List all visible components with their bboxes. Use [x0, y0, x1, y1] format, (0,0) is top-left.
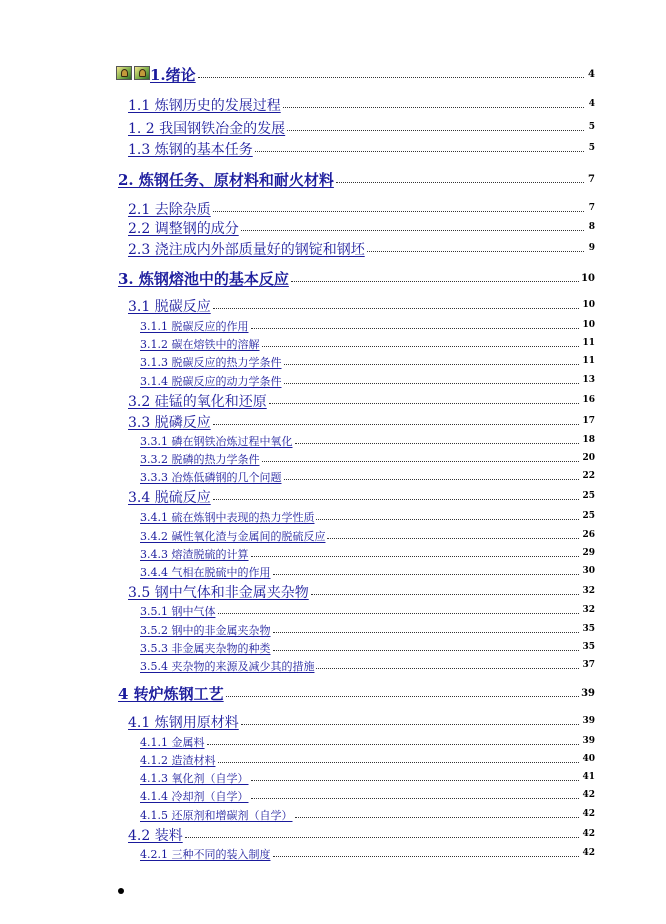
toc-row [0, 218, 666, 238]
toc-row [0, 807, 666, 827]
dot-leader [241, 230, 584, 231]
toc-page-number: 25 [582, 491, 595, 501]
toc-row [0, 509, 666, 529]
toc-row [0, 469, 666, 489]
toc-page-number: 25 [582, 511, 595, 521]
toc-entry-link[interactable]: 4 转炉炼钢工艺 [118, 685, 224, 703]
toc-entry-link[interactable]: 4.1 炼钢用原材料 [128, 715, 239, 731]
toc-entry-link[interactable]: 2.2 调整钢的成分 [128, 221, 239, 237]
toc-row [0, 622, 666, 642]
toc-page-number: 37 [582, 660, 595, 670]
toc-page-number: 11 [582, 356, 595, 366]
dot-leader [273, 632, 580, 633]
toc-entry-link[interactable]: 4.1.1 金属料 [140, 736, 205, 749]
toc-row [0, 199, 666, 219]
toc-entry-link[interactable]: 3.4.3 熔渣脱硫的计算 [140, 548, 249, 561]
toc-entry-link[interactable]: 1.3 炼钢的基本任务 [128, 142, 253, 158]
toc-page-number: 40 [582, 754, 595, 764]
dot-leader [262, 461, 580, 462]
toc-row [0, 354, 666, 374]
bullet-dot [118, 888, 124, 894]
toc-entry-link[interactable]: 3.1.2 碳在熔铁中的溶解 [140, 338, 260, 351]
toc-page-number: 10 [582, 320, 595, 330]
dot-leader [284, 364, 580, 365]
toc-entry-link[interactable]: 3.4.4 气相在脱硫中的作用 [140, 566, 271, 579]
toc-entry-link[interactable]: 3.1.1 脱碳反应的作用 [140, 320, 249, 333]
toc-page-number: 35 [582, 642, 595, 652]
dot-leader [213, 211, 584, 212]
dot-leader [251, 798, 580, 799]
dot-leader [367, 251, 584, 252]
dot-leader [336, 182, 584, 183]
toc-page-number: 17 [582, 416, 595, 426]
toc-page-number: 16 [582, 395, 595, 405]
dot-leader [273, 856, 580, 857]
toc-row [0, 712, 666, 732]
toc-entry-link[interactable]: 1. 2 我国钢铁冶金的发展 [128, 121, 286, 137]
toc-entry-link[interactable]: 1.绪论 [150, 66, 196, 84]
toc-entry-link[interactable]: 3.4.2 碱性氧化渣与金属间的脱硫反应 [140, 530, 326, 543]
dot-leader [185, 837, 579, 838]
toc-page-number: 42 [582, 848, 595, 858]
toc-entry-link[interactable]: 3.4 脱硫反应 [128, 490, 211, 506]
toc-row [0, 268, 666, 288]
toc-entry-link[interactable]: 3.5.1 钢中气体 [140, 605, 216, 618]
toc-row [0, 239, 666, 259]
toc-entry-link[interactable]: 4.1.3 氧化剂（自学） [140, 772, 249, 785]
toc-row [0, 770, 666, 790]
toc-row [0, 788, 666, 808]
dot-leader [207, 744, 580, 745]
toc-entry-link[interactable]: 3.3.3 冶炼低磷钢的几个问题 [140, 471, 282, 484]
dot-leader [251, 328, 580, 329]
dot-leader [198, 77, 584, 78]
dot-leader [255, 151, 584, 152]
dot-leader [273, 574, 580, 575]
toc-entry-link[interactable]: 4.1.5 还原剂和增碳剂（自学） [140, 809, 293, 822]
toc-row [0, 640, 666, 660]
toc-row [0, 64, 666, 84]
dot-leader [213, 424, 579, 425]
toc-page-number: 35 [582, 624, 595, 634]
dot-leader [262, 346, 580, 347]
toc-row [0, 603, 666, 623]
toc-row [0, 391, 666, 411]
toc-row [0, 95, 666, 115]
dot-leader [284, 479, 580, 480]
toc-row [0, 433, 666, 453]
toc-row [0, 118, 666, 138]
toc-entry-link[interactable]: 2.3 浇注成内外部质量好的钢锭和钢坯 [128, 242, 365, 258]
toc-page-number: 42 [582, 829, 595, 839]
toc-row [0, 658, 666, 678]
toc-page-number: 32 [582, 586, 595, 596]
toc-page-number: 39 [582, 716, 595, 726]
toc-page-number: 18 [582, 435, 595, 445]
dot-leader [311, 594, 579, 595]
toc-entry-link[interactable]: 3.5.4 夹杂物的来源及减少其的措施 [140, 660, 315, 673]
dot-leader [251, 780, 580, 781]
toc-entry-link[interactable]: 3.1 脱碳反应 [128, 299, 211, 315]
dot-leader [295, 817, 580, 818]
toc-row [0, 139, 666, 159]
dot-leader [284, 383, 580, 384]
toc-page-number: 22 [582, 471, 595, 481]
toc-page-number: 20 [582, 453, 595, 463]
toc-row [0, 546, 666, 566]
toc-page-number: 4 [588, 69, 595, 80]
toc-page-number: 30 [582, 566, 595, 576]
bookmark-icon[interactable] [134, 66, 150, 80]
dot-leader [295, 443, 580, 444]
toc-entry-link[interactable]: 2. 炼钢任务、原材料和耐火材料 [118, 171, 334, 189]
toc-page-number: 7 [588, 174, 595, 185]
toc-entry-link[interactable]: 2.1 去除杂质 [128, 202, 211, 218]
toc-page-number: 5 [588, 122, 595, 132]
toc-row [0, 752, 666, 772]
toc-page-number: 4 [588, 99, 595, 109]
toc-page-number: 7 [588, 203, 595, 213]
toc-row [0, 169, 666, 189]
bookmark-icon[interactable] [116, 66, 132, 80]
dot-leader [291, 281, 579, 282]
toc-entry-link[interactable]: 4.1.2 造渣材料 [140, 754, 216, 767]
toc-entry-link[interactable]: 4.1.4 冷却剂（自学） [140, 790, 249, 803]
dot-leader [218, 613, 580, 614]
toc-page-number: 39 [581, 688, 595, 699]
dot-leader [241, 724, 579, 725]
dot-leader [316, 668, 579, 669]
dot-leader [327, 538, 579, 539]
toc-row [0, 451, 666, 471]
toc-entry-link[interactable]: 4.2.1 三种不同的装入制度 [140, 848, 271, 861]
toc-entry-link[interactable]: 3.3 脱磷反应 [128, 415, 211, 431]
toc-page-number: 26 [582, 530, 595, 540]
toc-row [0, 683, 666, 703]
dot-leader [213, 499, 579, 500]
dot-leader [269, 403, 579, 404]
toc-entry-link[interactable]: 3.2 硅锰的氧化和还原 [128, 394, 267, 410]
toc-page-number: 32 [582, 605, 595, 615]
toc-row [0, 318, 666, 338]
toc-row [0, 296, 666, 316]
toc-page-number: 11 [582, 338, 595, 348]
toc-page-number: 42 [582, 790, 595, 800]
toc-entry-link[interactable]: 3.1.4 脱碳反应的动力学条件 [140, 375, 282, 388]
toc-row [0, 412, 666, 432]
toc-entry-link[interactable]: 3.3.1 磷在钢铁冶炼过程中氧化 [140, 435, 293, 448]
dot-leader [226, 696, 579, 697]
toc-row [0, 582, 666, 602]
dot-leader [273, 650, 580, 651]
dot-leader [287, 130, 584, 131]
dot-leader [251, 556, 580, 557]
toc-row [0, 336, 666, 356]
toc-row [0, 564, 666, 584]
toc-entry-link[interactable]: 3.4.1 硫在炼钢中表现的热力学性质 [140, 511, 315, 524]
toc-entry-link[interactable]: 3.5.3 非金属夹杂物的种类 [140, 642, 271, 655]
bookmark-icons [116, 66, 150, 80]
toc-page-number: 42 [582, 809, 595, 819]
toc-entry-link[interactable]: 4.2 装料 [128, 828, 183, 844]
toc-row [0, 373, 666, 393]
toc-page-number: 41 [582, 772, 595, 782]
toc-page-number: 9 [588, 243, 595, 253]
toc-row [0, 734, 666, 754]
dot-leader [316, 519, 579, 520]
dot-leader [283, 107, 584, 108]
toc-entry-link[interactable]: 3.5.2 钢中的非金属夹杂物 [140, 624, 271, 637]
toc-entry-link[interactable]: 3.1.3 脱碳反应的热力学条件 [140, 356, 282, 369]
toc-page-number: 39 [582, 736, 595, 746]
toc-page-number: 10 [581, 273, 595, 284]
toc-entry-link[interactable]: 1.1 炼钢历史的发展过程 [128, 98, 281, 114]
toc-row [0, 825, 666, 845]
toc-entry-link[interactable]: 3.3.2 脱磷的热力学条件 [140, 453, 260, 466]
toc-page-number: 8 [588, 222, 595, 232]
toc-page-number: 10 [582, 300, 595, 310]
toc-row [0, 487, 666, 507]
dot-leader [213, 308, 579, 309]
toc-row [0, 528, 666, 548]
toc-page-number: 29 [582, 548, 595, 558]
toc-page-number: 13 [582, 375, 595, 385]
toc-page-number: 5 [588, 143, 595, 153]
toc-entry-link[interactable]: 3. 炼钢熔池中的基本反应 [118, 270, 289, 288]
toc-entry-link[interactable]: 3.5 钢中气体和非金属夹杂物 [128, 585, 309, 601]
toc-row [0, 846, 666, 866]
dot-leader [218, 762, 580, 763]
